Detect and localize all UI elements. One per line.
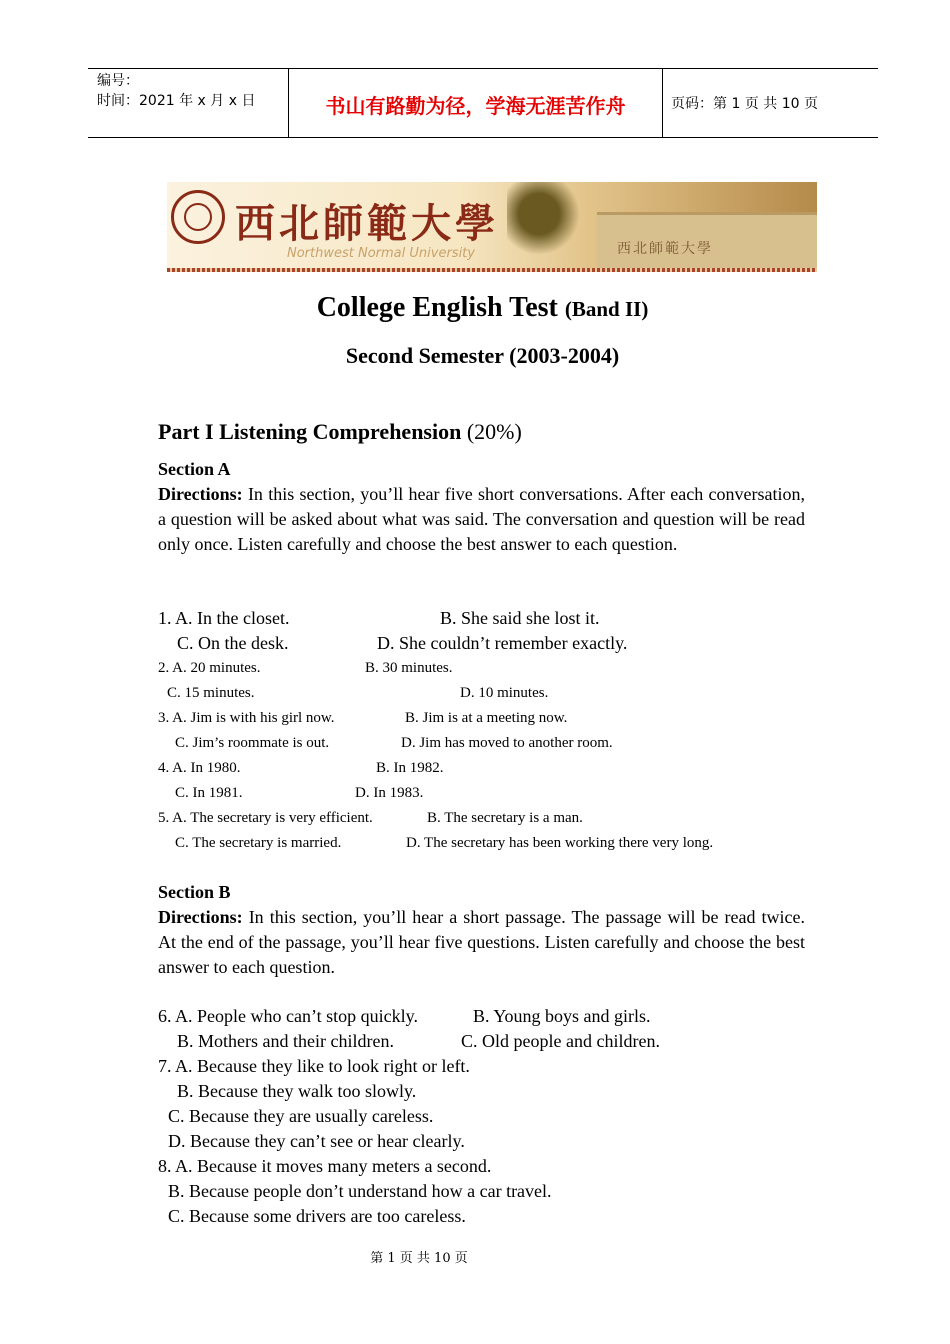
sectionB-directions (158, 905, 805, 980)
q2-option-a: 2. A. 20 minutes. (158, 660, 261, 676)
test-title (0, 292, 950, 324)
sectionB-heading: Section B (158, 882, 231, 902)
q3-option-c: C. Jim’s roommate is out. (175, 735, 330, 751)
test-title-main: College English Test (316, 292, 558, 323)
q3-option-d: D. Jim has moved to another room. (401, 735, 613, 751)
part1-title: Part I Listening Comprehension (158, 419, 462, 444)
q8-option-b: B. Because people don’t understand how a car travel. (168, 1181, 552, 1201)
q7-option-b: B. Because they walk too slowly. (177, 1081, 417, 1101)
header-motto: 书山有路勤为径，学海无涯苦作舟 (325, 94, 626, 118)
page-header (88, 68, 878, 138)
sectionA-directions (158, 482, 805, 557)
banner-tree-decoration (507, 182, 587, 262)
doc-time-label: 时间：2021 年 x 月 x 日 (97, 93, 256, 109)
q6-option-b: B. Young boys and girls. (473, 1006, 651, 1026)
q2-option-c: C. 15 minutes. (167, 685, 255, 701)
header-page-label: 页码：第 1 页 共 10 页 (671, 96, 818, 112)
banner-building-text: 西北師範大學 (617, 241, 713, 257)
q3-option-a: 3. A. Jim is with his girl now. (158, 710, 335, 726)
page-footer: 第 1 页 共 10 页 (370, 1251, 468, 1266)
header-motto-cell (288, 69, 663, 137)
q4-option-b: B. In 1982. (376, 760, 444, 776)
sectionA-heading: Section A (158, 459, 231, 479)
q5-option-c: C. The secretary is married. (175, 835, 342, 851)
q7-option-d: D. Because they can’t see or hear clearly. (168, 1131, 465, 1151)
university-seal-icon (171, 190, 225, 244)
q8-option-a: 8. A. Because it moves many meters a second. (158, 1156, 492, 1176)
test-title-band: (Band II) (564, 297, 649, 321)
q1-option-b: B. She said she lost it. (440, 608, 600, 628)
part1-weight: (20%) (466, 419, 522, 444)
q2-option-d: D. 10 minutes. (460, 685, 549, 701)
sectionB-directions-label: Directions: (158, 907, 243, 927)
q4-option-c: C. In 1981. (175, 785, 243, 801)
banner-border (167, 268, 817, 272)
q1-option-c: C. On the desk. (177, 633, 289, 653)
q4-option-d: D. In 1983. (355, 785, 424, 801)
q1-option-a: 1. A. In the closet. (158, 608, 290, 628)
university-name-en: Northwest Normal University (287, 246, 475, 261)
q7-option-c: C. Because they are usually careless. (168, 1106, 434, 1126)
header-meta-cell (88, 69, 288, 137)
q5-option-b: B. The secretary is a man. (427, 810, 583, 826)
q4-option-a: 4. A. In 1980. (158, 760, 241, 776)
university-banner (167, 182, 817, 272)
sectionB-directions-text: In this section, you’ll hear a short passage. The passage will be read twice. At the end of the passage, you’ll hear five questions. Listen carefully and choose the best answer to each question. (158, 907, 805, 977)
q5-option-a: 5. A. The secretary is very efficient. (158, 810, 373, 826)
semester-title: Second Semester (2003-2004) (345, 343, 620, 368)
q7-option-a: 7. A. Because they like to look right or left. (158, 1056, 470, 1076)
q2-option-b: B. 30 minutes. (365, 660, 453, 676)
sectionA-directions-label: Directions: (158, 484, 243, 504)
header-page-cell (662, 69, 878, 137)
sectionA-directions-text: In this section, you’ll hear five short conversations. After each conversation, a question will be asked about what was said. The conversation and question will be read only once. Listen carefully and choose the best answer to each question. (158, 484, 805, 554)
q5-option-d: D. The secretary has been working there very long. (406, 835, 714, 851)
q1-option-d: D. She couldn’t remember exactly. (377, 633, 628, 653)
part1-heading (158, 419, 522, 445)
q3-option-b: B. Jim is at a meeting now. (405, 710, 568, 726)
university-name-cn: 西北師範大學 (235, 200, 499, 247)
doc-number-label: 编号： (97, 73, 139, 89)
q6-option-a: 6. A. People who can’t stop quickly. (158, 1006, 418, 1026)
q8-option-c: C. Because some drivers are too careless. (168, 1206, 466, 1226)
q6-option-c: B. Mothers and their children. (177, 1031, 394, 1051)
q6-option-d: C. Old people and children. (461, 1031, 660, 1051)
